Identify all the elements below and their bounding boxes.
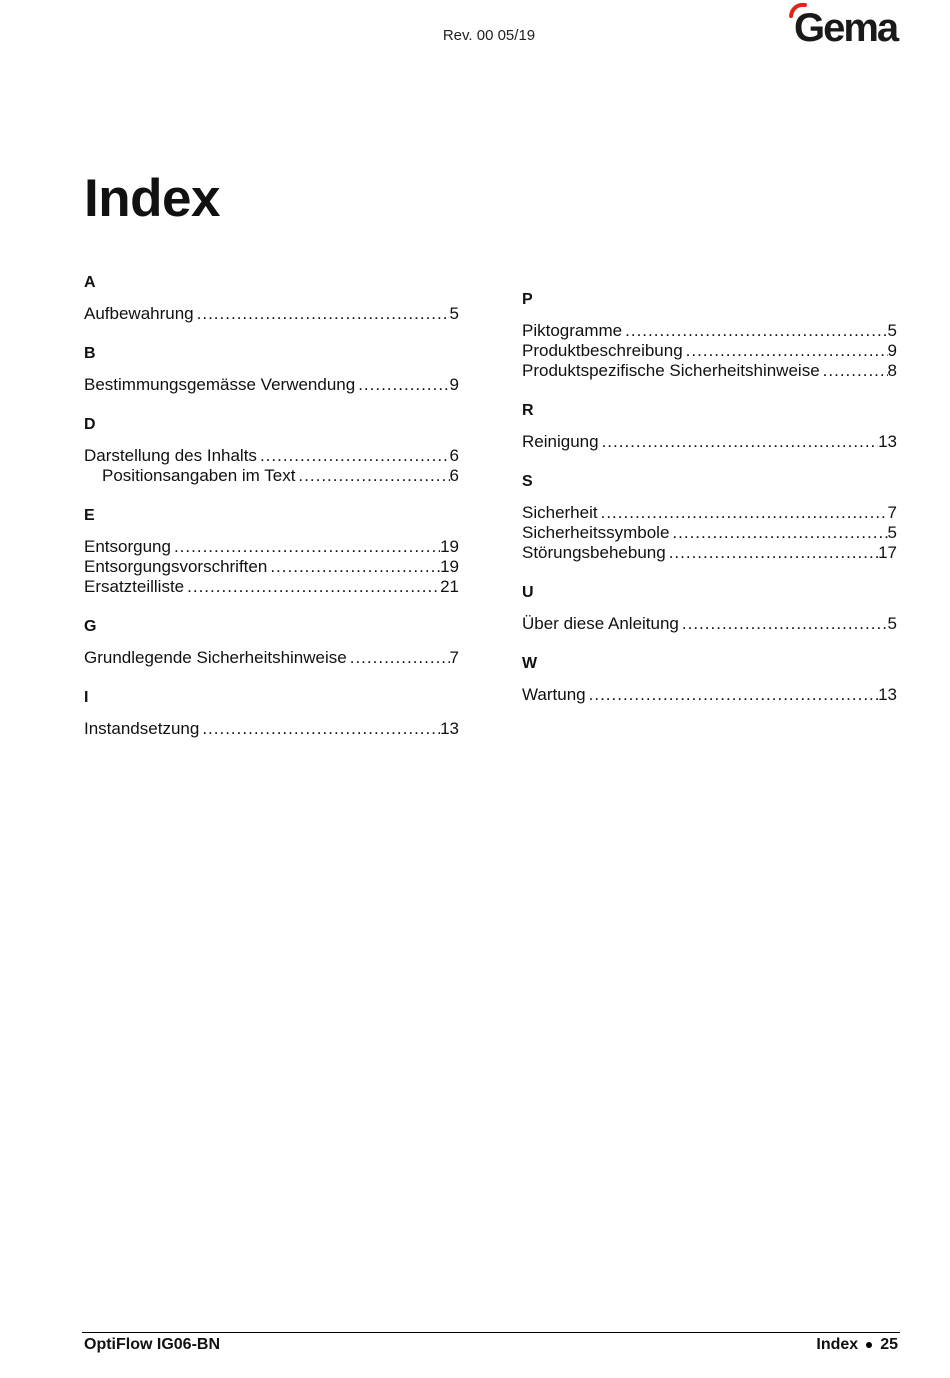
- index-group-w: [522, 654, 897, 705]
- index-column-left: [84, 273, 459, 759]
- index-entry[interactable]: [84, 304, 459, 324]
- entry-page-number: 5: [887, 321, 897, 340]
- entry-label: Über diese Anleitung: [522, 614, 679, 633]
- dot-leader: [257, 446, 450, 466]
- entry-page-number: 13: [440, 719, 459, 738]
- index-entry[interactable]: [522, 614, 897, 634]
- entry-label: Produktbeschreibung: [522, 341, 683, 360]
- entry-label: Darstellung des Inhalts: [84, 446, 257, 465]
- entry-label: Ersatzteilliste: [84, 577, 185, 596]
- index-letter: S: [522, 473, 533, 490]
- index-entry[interactable]: [522, 321, 897, 341]
- gema-logo: [788, 2, 900, 46]
- index-group-b: [84, 344, 459, 395]
- entry-page-number: 9: [887, 341, 897, 360]
- entry-page-number: 17: [878, 543, 897, 562]
- entry-label: Entsorgungsvorschriften: [84, 557, 268, 576]
- index-entry[interactable]: [522, 341, 897, 361]
- index-letter: A: [84, 274, 96, 291]
- entry-page-number: 8: [887, 361, 897, 380]
- entry-page-number: 21: [440, 577, 459, 596]
- entry-label: Störungsbehebung: [522, 543, 666, 562]
- index-entry[interactable]: [522, 523, 897, 543]
- entry-label: Bestimmungsgemässe Verwendung: [84, 375, 356, 394]
- entry-page-number: 13: [878, 432, 897, 451]
- index-entry[interactable]: [84, 466, 459, 486]
- index-entry[interactable]: [84, 719, 459, 739]
- index-letter: B: [84, 345, 96, 362]
- footer-divider: [82, 1332, 900, 1333]
- dot-leader: [199, 719, 440, 739]
- index-group-d: [84, 415, 459, 486]
- revision-label: Rev. 00 05/19: [442, 27, 536, 44]
- index-letter: W: [522, 655, 538, 672]
- index-entry[interactable]: [84, 446, 459, 466]
- index-letter: U: [522, 584, 534, 601]
- dot-leader: [820, 361, 888, 381]
- entry-page-number: 6: [449, 446, 459, 465]
- index-entry[interactable]: [522, 503, 897, 523]
- index-group-i: [84, 688, 459, 739]
- dot-leader: [683, 341, 888, 361]
- entry-label: Sicherheitssymbole: [522, 523, 670, 542]
- entry-label: Instandsetzung: [84, 719, 200, 738]
- index-entry[interactable]: [522, 543, 897, 563]
- index-entry[interactable]: [84, 577, 459, 597]
- index-letter: P: [522, 291, 533, 308]
- index-group-g: [84, 617, 459, 668]
- entry-page-number: 5: [887, 523, 897, 542]
- entry-page-number: 9: [449, 375, 459, 394]
- entry-label: Sicherheit: [522, 503, 598, 522]
- entry-page-number: 19: [440, 557, 459, 576]
- dot-leader: [171, 537, 440, 557]
- dot-leader: [598, 503, 888, 523]
- index-entry[interactable]: [84, 648, 459, 668]
- index-letter: E: [84, 507, 95, 524]
- dot-leader: [586, 685, 878, 705]
- dot-leader: [355, 375, 449, 395]
- index-group-u: [522, 583, 897, 634]
- footer-product: OptiFlow IG06-BN: [84, 1336, 220, 1353]
- dot-leader: [184, 577, 440, 597]
- index-entry[interactable]: [84, 375, 459, 395]
- index-entry[interactable]: [522, 361, 897, 381]
- dot-leader: [295, 466, 449, 486]
- index-letter: R: [522, 402, 534, 419]
- entry-label: Aufbewahrung: [84, 304, 194, 323]
- index-group-a: [84, 273, 459, 324]
- entry-label: Grundlegende Sicherheitshinweise: [84, 648, 347, 667]
- entry-page-number: 5: [887, 614, 897, 633]
- entry-label: Entsorgung: [84, 537, 171, 556]
- footer-page-number: 25: [880, 1336, 898, 1353]
- index-letter: D: [84, 416, 96, 433]
- dot-leader: [347, 648, 450, 668]
- index-group-r: [522, 401, 897, 452]
- index-letter: I: [84, 689, 89, 706]
- dot-leader: [622, 321, 887, 341]
- entry-page-number: 7: [449, 648, 459, 667]
- entry-label: Reinigung: [522, 432, 599, 451]
- entry-page-number: 7: [887, 503, 897, 522]
- entry-page-number: 6: [449, 466, 459, 485]
- index-entry[interactable]: [522, 432, 897, 452]
- dot-leader: [666, 543, 878, 563]
- index-group-e: [84, 506, 459, 597]
- index-column-right: [522, 290, 897, 725]
- dot-leader: [267, 557, 440, 577]
- index-group-s: [522, 472, 897, 563]
- dot-leader: [679, 614, 888, 634]
- footer-page-info: [816, 1336, 898, 1354]
- entry-label: Produktspezifische Sicherheitshinweise: [522, 361, 820, 380]
- entry-page-number: 19: [440, 537, 459, 556]
- index-entry[interactable]: [522, 685, 897, 705]
- dot-leader: [669, 523, 887, 543]
- index-group-p: [522, 290, 897, 381]
- entry-label: Wartung: [522, 685, 586, 704]
- entry-page-number: 13: [878, 685, 897, 704]
- dot-leader: [599, 432, 879, 452]
- index-letter: G: [84, 618, 97, 635]
- index-entry[interactable]: [84, 557, 459, 577]
- entry-page-number: 5: [449, 304, 459, 323]
- bullet-icon: [866, 1342, 872, 1348]
- entry-label: Positionsangaben im Text: [102, 466, 296, 485]
- dot-leader: [194, 304, 450, 324]
- index-entry[interactable]: [84, 537, 459, 557]
- footer-section: Index: [816, 1336, 859, 1353]
- entry-label: Piktogramme: [522, 321, 623, 340]
- page-title: Index: [84, 169, 220, 228]
- logo-wordmark: Gema: [794, 6, 898, 46]
